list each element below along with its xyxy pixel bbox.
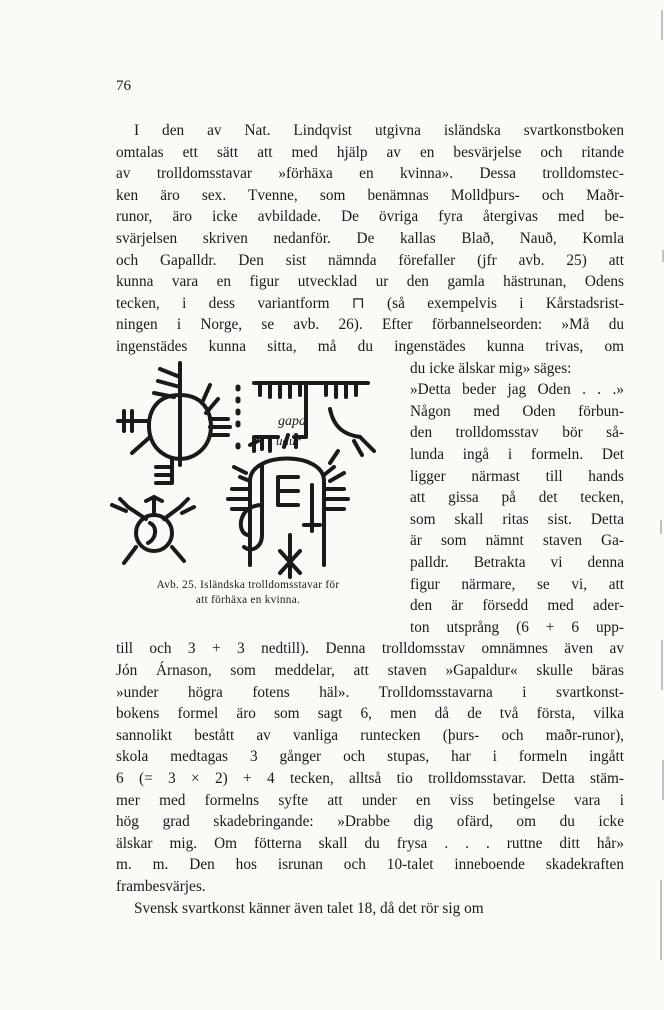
text-line: skola medtagas 3 gånger och stupas, har i formeln ingått (116, 748, 624, 766)
text-line: ton utsprång (6 + 6 upp- (410, 618, 624, 636)
text-line: svärjelsen skriven nedanför. De kallas Blað, Nauð, Komla (116, 230, 624, 247)
text-line: den trolldomsstav bör så- (410, 424, 624, 442)
text-line: kunna vara en figur utvecklad ur den gamla hästrunan, Odens (116, 273, 624, 291)
figure-magic-staves (98, 355, 400, 580)
page-number: 76 (116, 78, 131, 94)
text-line: »Detta beder jag Oden . . .» (410, 381, 624, 399)
text-line: tecken, i dess variantform ⊓ (så exempelvis i Kårstadsrist- (116, 294, 624, 312)
text-line: bokens formel äro som sagt 6, men då de två första, vilka (116, 705, 624, 723)
text-line: ken äro sex. Tvenne, som benämnas Molldþurs- och Maðr- (116, 186, 624, 204)
text-line: du icke älskar mig» säges: (410, 359, 572, 377)
text-line: lunda ingå i formeln. Det (410, 446, 624, 463)
figure-caption (112, 578, 384, 608)
staves-illustration (98, 355, 400, 580)
page-edge-marks (658, 0, 664, 1010)
text-line: som skall ritas sist. Detta (410, 510, 624, 528)
inscription-line1: gapa (278, 414, 306, 429)
text-line: Svensk svartkonst känner även talet 18, då det rör sig om (134, 899, 484, 917)
stave-blad (118, 363, 230, 483)
text-line: den är försedd med ader- (410, 597, 624, 615)
text-line: älskar mig. Om fötterna skall du frysa . . . ruttne ditt hår» (116, 834, 624, 852)
text-line: Jón Árnason, som meddelar, att staven »Gapaldur« skulle bäras (116, 662, 624, 679)
text-line: 6 (= 3 × 2) + 4 tecken, alltså tio trolldomsstavar. Detta stäm- (116, 770, 624, 787)
text-line: m. m. Den hos isrunan och 10-talet inneboende skadekraften (116, 856, 624, 874)
text-line: Någon med Oden förbun- (410, 402, 624, 420)
stave-komla (112, 497, 194, 563)
caption-line: Avb. 25. Isländska trolldomsstavar för (156, 579, 340, 591)
text-line: palldr. Betrakta vi denna (410, 554, 624, 571)
text-line: ingenstädes kunna sitta, må du ingenstädes kunna trivas, om (116, 338, 624, 355)
text-line: sannolikt bestått av vanliga runtecken (þurs- och maðr-runor), (116, 726, 624, 744)
text-line: att gissa på det tecken, (410, 489, 624, 507)
text-line: och Gapalldr. Den sist nämnda förefaller (jfr avb. 25) att (116, 251, 624, 269)
stave-gapalldr (228, 435, 348, 577)
text-line: hög grad skadebringande: »Drabbe dig ofärd, om du icke (116, 813, 624, 831)
caption-line: att förhäxa en kvinna. (195, 594, 301, 606)
stave-naud (238, 383, 374, 455)
text-line: mer med formelns syfte att under en viss betingelse vara i (116, 791, 624, 809)
text-line: ligger närmast till hands (410, 467, 624, 485)
text-line: I den av Nat. Lindqvist utgivna isländska svartkonstboken (134, 122, 624, 139)
inscription-line2: udur (276, 433, 301, 448)
text-line: till och 3 + 3 nedtill). Denna trolldomsstav omnämnes även av (116, 640, 624, 658)
text-line: »under högra fotens häl». Trolldomsstavarna i svartkonst- (116, 683, 624, 701)
text-line: omtalas ett sätt att med hjälp av en besvärjelse och ritande (116, 143, 624, 161)
text-line: runor, äro icke avbildade. De övriga fyra återgivas med be- (116, 208, 624, 226)
text-line: ningen i Norge, se avb. 26). Efter förbannelseorden: »Må du (116, 316, 624, 334)
text-line: av trolldomsstavar »förhäxa en kvinna». Dessa trolldomstec- (116, 165, 624, 183)
text-line: figur närmare, se vi, att (410, 575, 624, 593)
text-line: är som nämnt staven Ga- (410, 532, 624, 550)
text-line: frambesvärjes. (116, 878, 206, 895)
